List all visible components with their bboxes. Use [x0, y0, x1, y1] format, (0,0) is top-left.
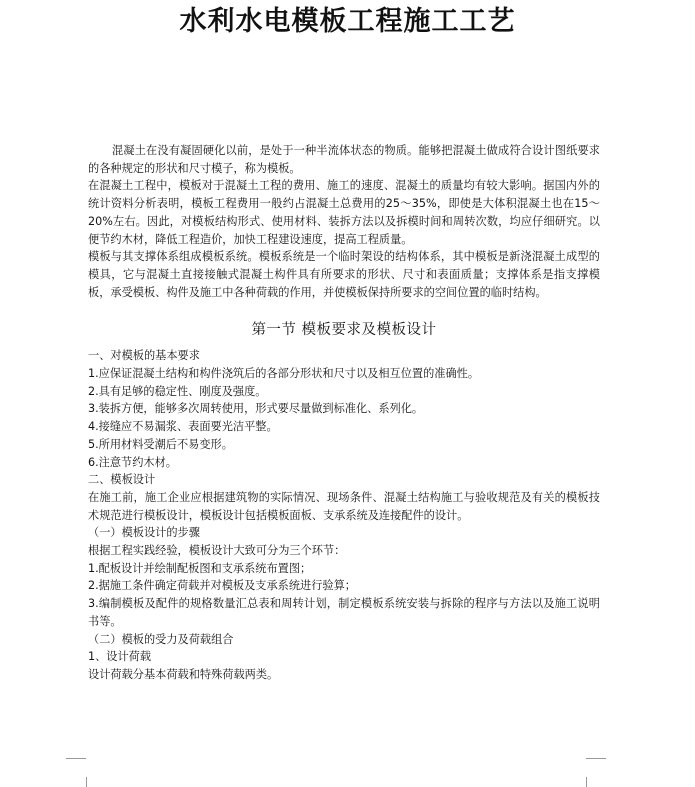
requirement-item: 2.具有足够的稳定性、刚度及强度。 — [88, 384, 267, 398]
page-corner-mark-right — [586, 758, 606, 779]
intro-paragraph-3: 模板与其支撑体系组成模板系统。模板系统是一个临时架设的结构体系，其中模板是新浇混凝土成型的模具，它与混凝土直接接触式混凝土构件具有所要求的形状、尺寸和表面质量；支撑体系是指支撑模板，承受模板、构件及施工中各种荷载的作用，并使模板保持所要求的空间位置的临时结构。 — [88, 250, 600, 299]
sub2-paragraph: 设计荷载分基本荷载和特殊荷载两类。 — [88, 667, 279, 681]
step-item: 3.编制模板及配件的规格数量汇总表和周转计划，制定模板系统安装与拆除的程序与方法以及施工说明书等。 — [88, 597, 600, 628]
document-title: 水利水电模板工程施工工艺 — [179, 6, 516, 37]
requirement-item: 1.应保证混凝土结构和构件浇筑后的各部分形状和尺寸以及相互位置的准确性。 — [88, 367, 480, 381]
intro-paragraph-1: 混凝土在没有凝固硬化以前，是处于一种半流体状态的物质。能够把混凝土做成符合设计图纸要求的各种规定的形状和尺寸模子，称为模板。 — [88, 144, 600, 175]
sub1-heading: （一）模板设计的步骤 — [88, 526, 200, 540]
intro-paragraph-2: 在混凝土工程中，模板对于混凝土工程的费用、施工的速度、混凝土的质量均有较大影响。据国内外的统计资料分析表明，模板工程费用一般约占混凝土总费用的25～35%，即使是大体积混凝土也在15～20%左右。因此，对模板结构形式、使用材料、装拆方法以及拆模时间和周转次数，均应仔细研究。以便节约木材，降低工程造价，加快工程建设速度，提高工程质量。 — [88, 179, 600, 246]
page-corner-mark-left-vertical — [86, 777, 87, 787]
part2-paragraph: 在施工前，施工企业应根据建筑物的实际情况、现场条件、混凝土结构施工与验收规范及有关的模板技术规范进行模板设计，模板设计包括模板面板、支承系统及连接配件的设计。 — [88, 490, 600, 522]
requirement-item: 3.装拆方便，能够多次周转使用，形式要尽量做到标准化、系列化。 — [88, 402, 424, 416]
sub2-item: 1、设计荷载 — [88, 650, 152, 664]
step-item: 1.配板设计并绘制配板图和支承系统布置图； — [88, 561, 312, 575]
requirement-item: 5.所用材料受潮后不易变形。 — [88, 437, 233, 451]
step-item: 2.据施工条件确定荷载并对模板及支承系统进行验算； — [88, 579, 356, 593]
document-body — [88, 142, 600, 684]
sub1-intro: 根据工程实践经验，模板设计大致可分为三个环节： — [88, 544, 346, 558]
part1-heading: 一、对模板的基本要求 — [88, 349, 200, 363]
page-corner-mark-left — [66, 758, 86, 779]
section-title: 第一节 模板要求及模板设计 — [251, 322, 437, 339]
requirement-item: 4.接缝应不易漏浆、表面要光洁平整。 — [88, 420, 278, 434]
part2-heading: 二、模板设计 — [88, 473, 156, 487]
requirement-item: 6.注意节约木材。 — [88, 455, 177, 469]
sub2-heading: （二）模板的受力及荷载组合 — [88, 632, 234, 646]
page-corner-mark-right-vertical — [586, 777, 587, 787]
